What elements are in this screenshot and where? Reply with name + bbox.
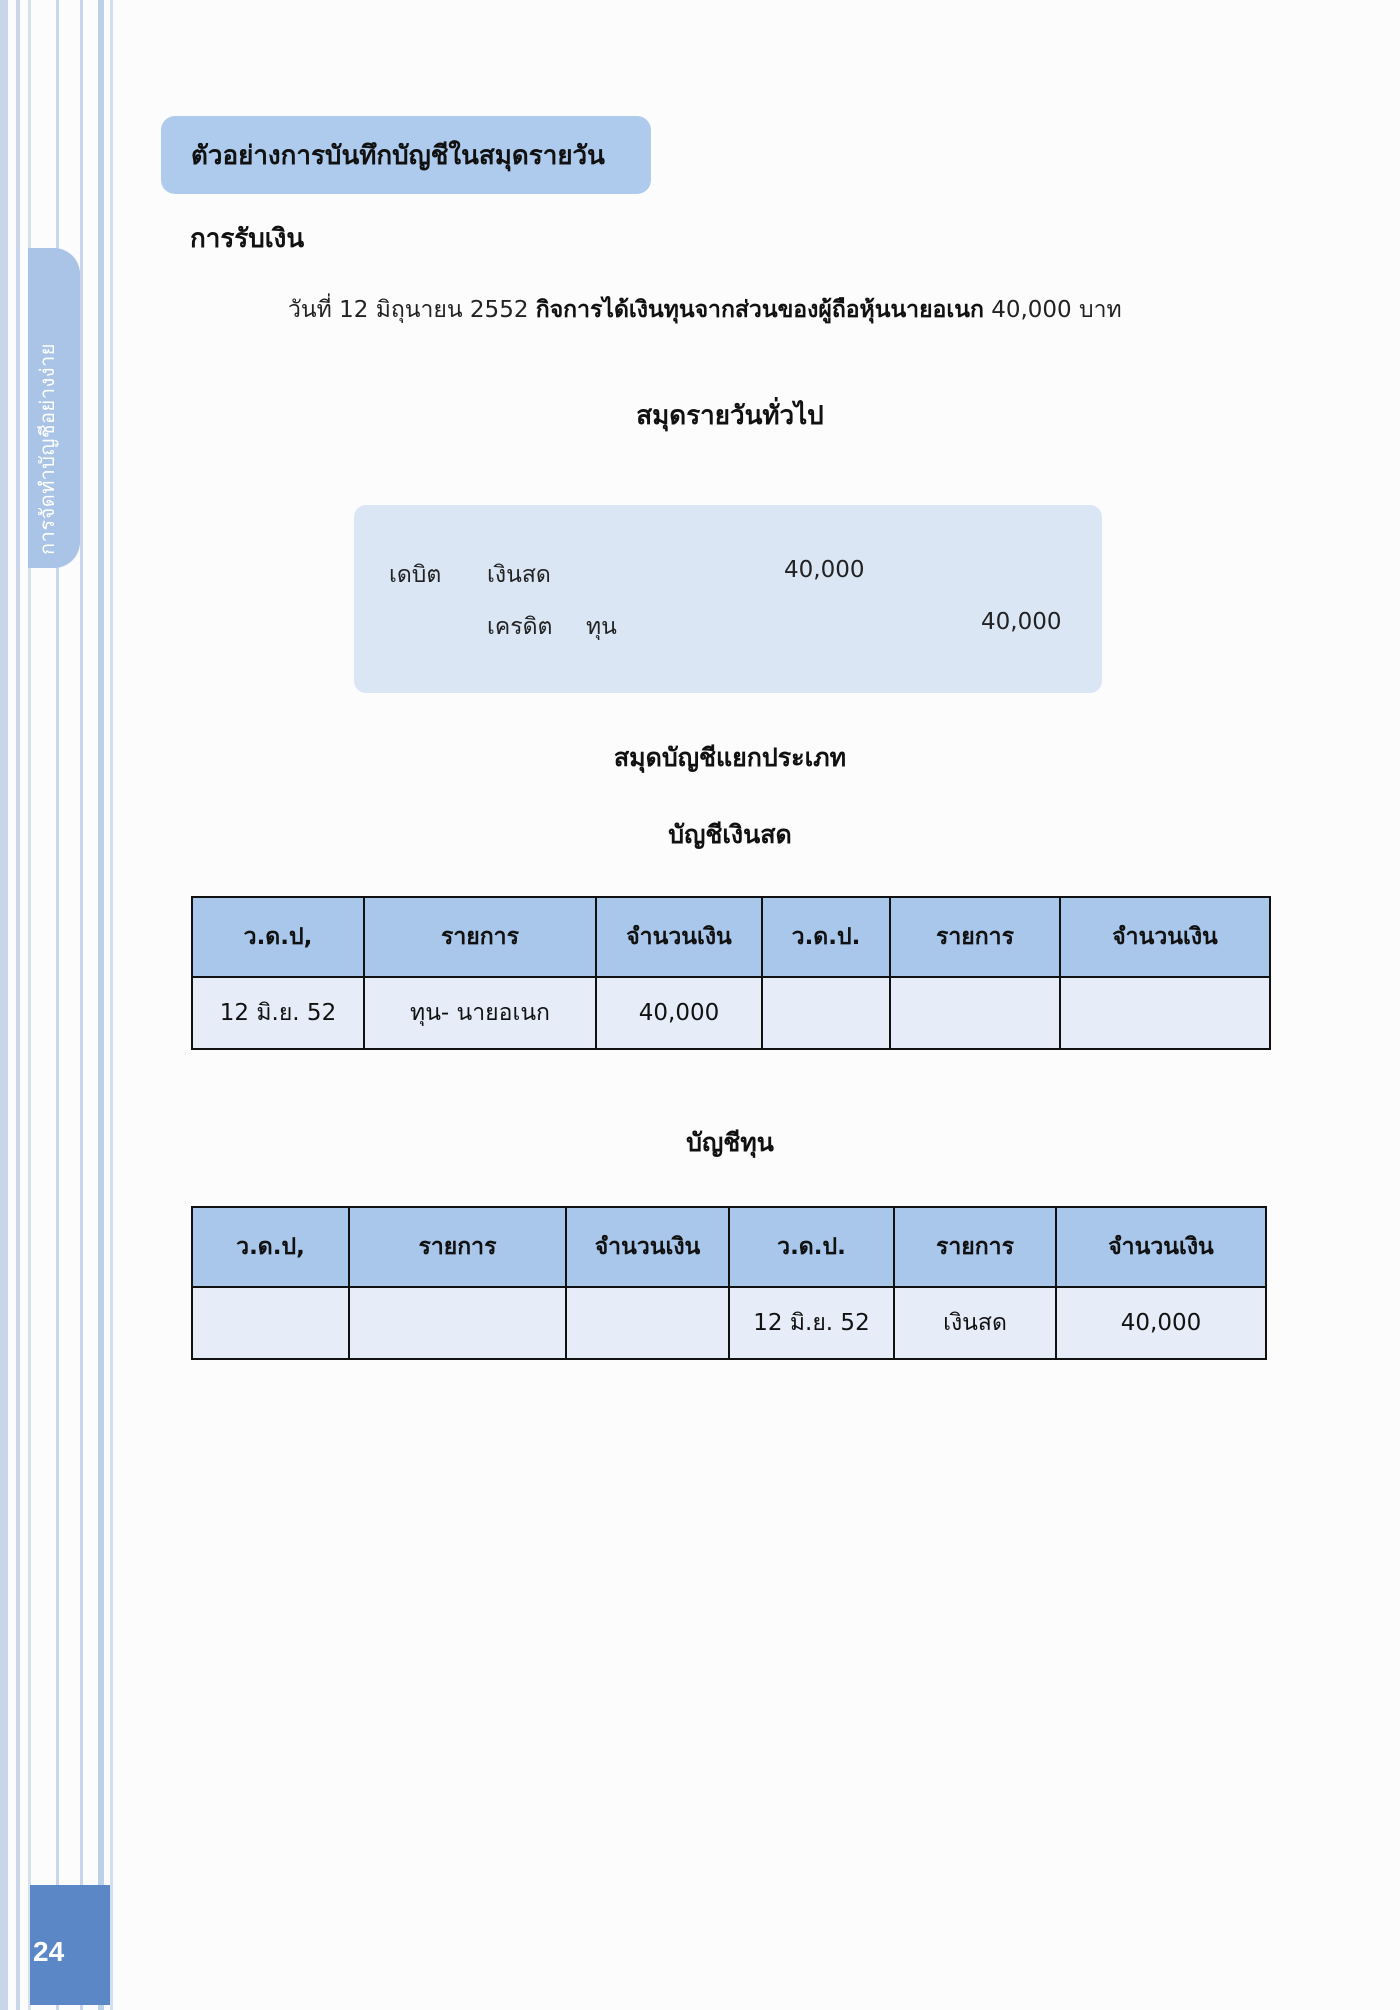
table-cell [192,1287,349,1359]
debit-account: เงินสด [487,562,551,588]
column-header: รายการ [349,1207,566,1287]
capital-account-table [191,1206,1267,1360]
section-heading-text: ตัวอย่างการบันทึกบัญชีในสมุดรายวัน [191,140,605,171]
journal-entry-box [354,505,1102,693]
table-cell: 40,000 [1056,1287,1266,1359]
column-header: ว.ด.ป. [729,1207,894,1287]
transaction-description [288,292,1122,328]
table-cell: 40,000 [596,977,762,1049]
table-row [192,1287,1266,1359]
column-header: ว.ด.ป, [192,1207,349,1287]
table-cell [1060,977,1270,1049]
column-header: รายการ [890,897,1060,977]
column-header: รายการ [364,897,596,977]
transaction-date: วันที่ 12 มิถุนายน 2552 [288,297,536,323]
journal-title: สมุดรายวันทั่วไป [636,401,824,431]
table-row [192,977,1270,1049]
table-header-row [192,1207,1266,1287]
side-chapter-label: การจัดทำบัญชีอย่างง่าย [35,343,59,555]
credit-label: เครดิต [487,614,553,640]
cash-account-table [191,896,1271,1050]
debit-label: เดบิต [389,562,442,588]
debit-amount: 40,000 [784,557,865,583]
column-header: จำนวนเงิน [596,897,762,977]
transaction-amount: 40,000 บาท [983,297,1122,323]
column-header: จำนวนเงิน [1060,897,1270,977]
column-header: จำนวนเงิน [1056,1207,1266,1287]
table-cell [349,1287,566,1359]
transaction-text: กิจการได้เงินทุนจากส่วนของผู้ถือหุ้นนายอเนก [535,297,984,323]
column-header: จำนวนเงิน [566,1207,729,1287]
table-header-row [192,897,1270,977]
column-header: ว.ด.ป, [192,897,364,977]
table-cell: 12 มิ.ย. 52 [729,1287,894,1359]
section-heading [161,116,651,194]
subsection-label: การรับเงิน [190,224,305,254]
table-cell [762,977,890,1049]
credit-account: ทุน [586,614,617,640]
capital-account-title: บัญชีทุน [686,1128,774,1157]
credit-amount: 40,000 [981,609,1062,635]
column-header: ว.ด.ป. [762,897,890,977]
table-cell: เงินสด [894,1287,1056,1359]
table-cell [890,977,1060,1049]
table-cell: ทุน- นายอเนก [364,977,596,1049]
page-number: 24 [33,1936,65,1967]
ledger-title: สมุดบัญชีแยกประเภท [613,743,847,772]
table-cell [566,1287,729,1359]
column-header: รายการ [894,1207,1056,1287]
cash-account-title: บัญชีเงินสด [668,820,792,849]
table-cell: 12 มิ.ย. 52 [192,977,364,1049]
